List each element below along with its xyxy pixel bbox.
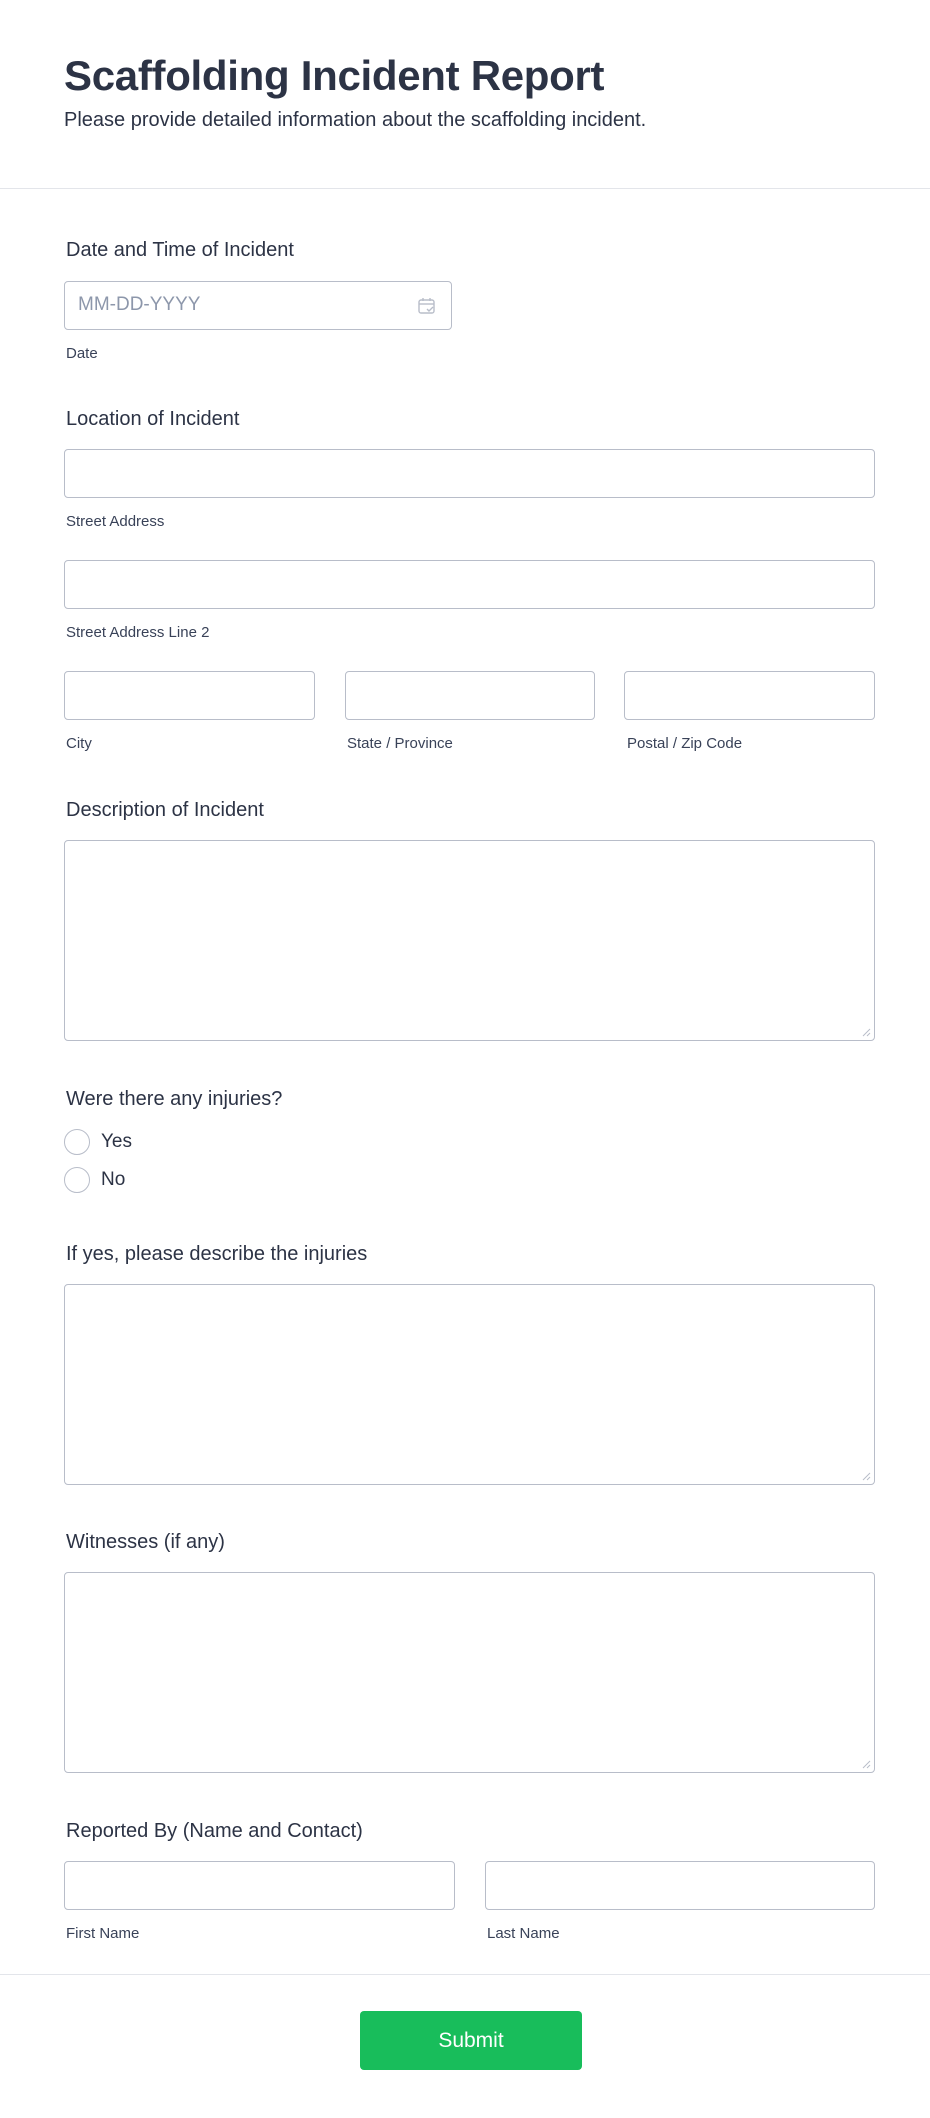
injury-description-label: If yes, please describe the injuries [66,1243,368,1265]
injury-description-textarea[interactable] [64,1284,875,1485]
street-address-input[interactable] [64,449,875,498]
first-name-sublabel: First Name [66,1925,140,1942]
form-header [0,0,930,189]
last-name-sublabel: Last Name [487,1925,560,1942]
reporter-question-label: Reported By (Name and Contact) [66,1820,363,1842]
radio-no-label[interactable]: No [101,1169,126,1190]
date-input[interactable] [64,281,452,330]
zip-input[interactable] [624,671,875,720]
submit-button[interactable]: Submit [360,2011,582,2070]
resize-handle-icon[interactable] [861,1027,871,1037]
zip-sublabel: Postal / Zip Code [627,735,743,752]
injuries-question-label: Were there any injuries? [66,1088,283,1110]
witnesses-question-label: Witnesses (if any) [66,1531,225,1553]
date-placeholder: MM-DD-YYYY [78,294,201,315]
description-textarea[interactable] [64,840,875,1041]
page-subtitle: Please provide detailed information about the scaffolding incident. [64,109,647,131]
first-name-input[interactable] [64,1861,455,1910]
date-sublabel: Date [66,345,98,362]
city-input[interactable] [64,671,315,720]
radio-yes[interactable] [64,1129,90,1155]
city-sublabel: City [66,735,92,752]
description-question-label: Description of Incident [66,799,264,821]
street-address-sublabel: Street Address [66,513,165,530]
resize-handle-icon[interactable] [861,1471,871,1481]
street-address-line2-sublabel: Street Address Line 2 [66,624,210,641]
radio-yes-label[interactable]: Yes [101,1131,132,1152]
footer-divider [0,1974,930,1975]
witnesses-textarea[interactable] [64,1572,875,1773]
location-question-label: Location of Incident [66,408,240,430]
state-sublabel: State / Province [347,735,453,752]
radio-no[interactable] [64,1167,90,1193]
resize-handle-icon[interactable] [861,1759,871,1769]
date-question-label: Date and Time of Incident [66,239,294,261]
calendar-icon[interactable] [417,296,437,316]
page-title: Scaffolding Incident Report [64,52,605,99]
last-name-input[interactable] [485,1861,875,1910]
street-address-line2-input[interactable] [64,560,875,609]
state-input[interactable] [345,671,595,720]
